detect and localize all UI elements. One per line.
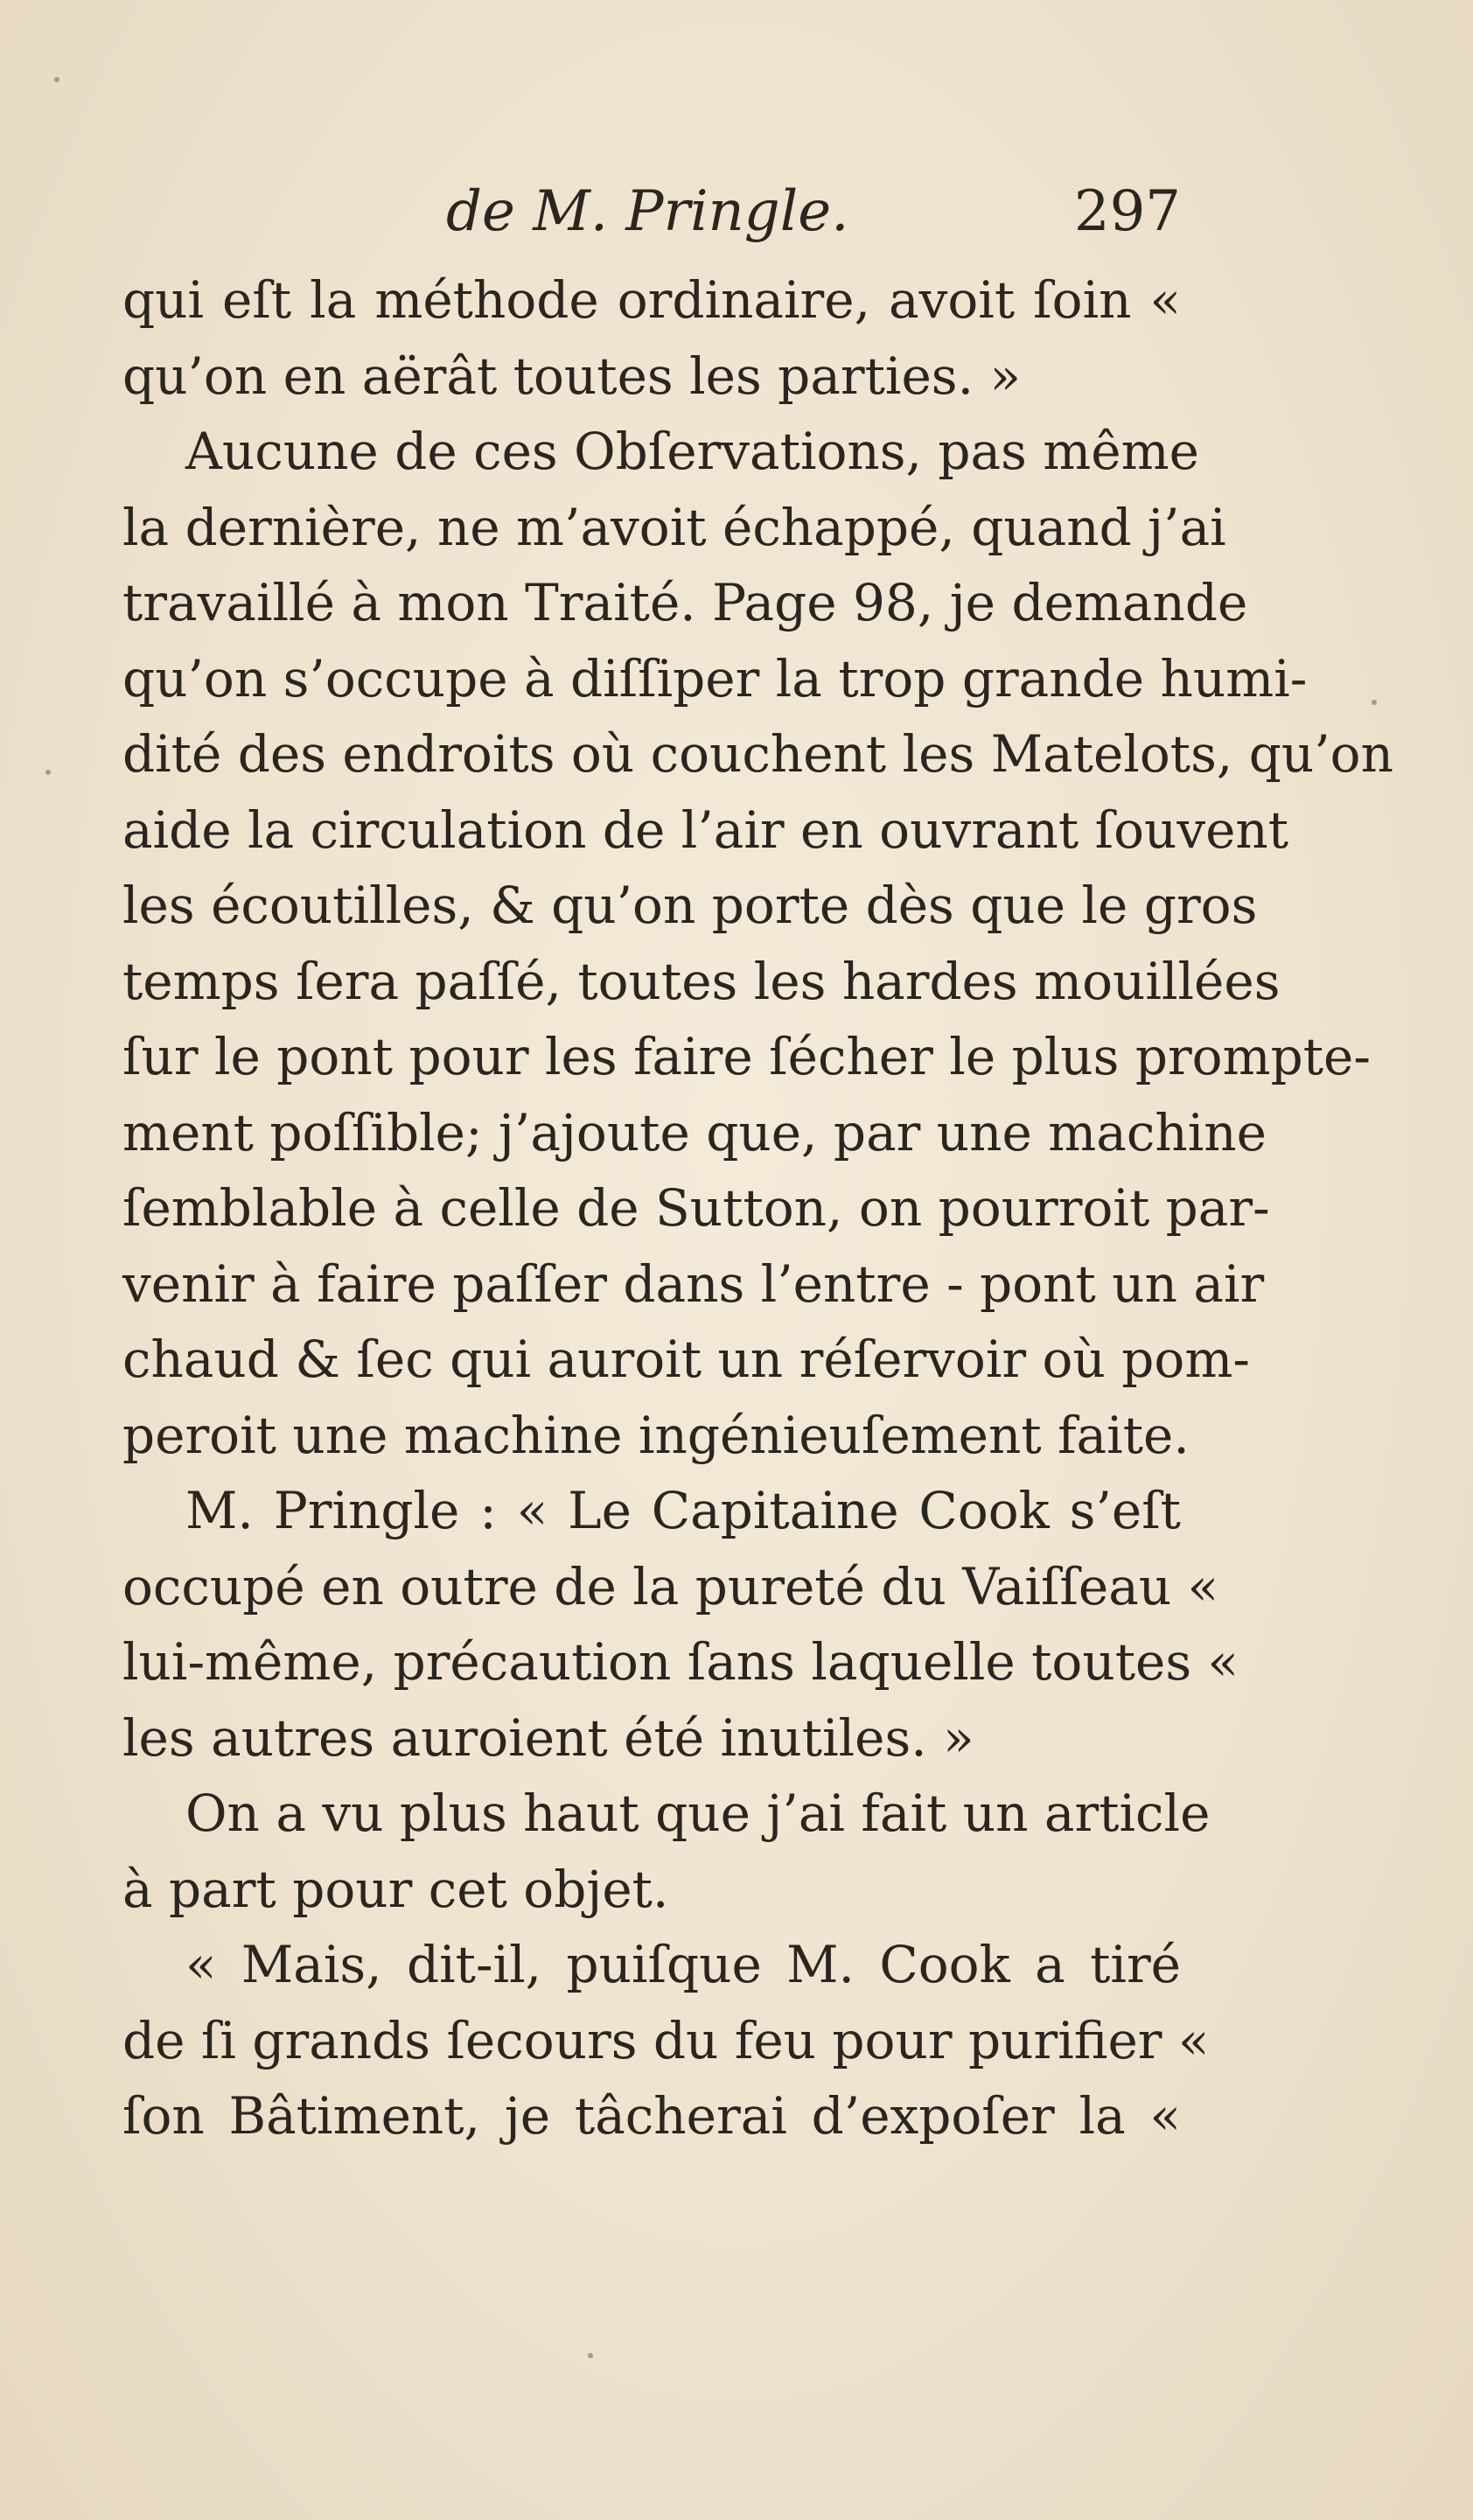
text-line: dité des endroits où couchent les Matelots, qu’on: [122, 724, 1393, 784]
text-line: lui-même, précaution ſans laquelle toutes «: [122, 1632, 1239, 1692]
text-line: ment poſſible; j’ajoute que, par une machine: [122, 1102, 1267, 1162]
page-number: 297: [1073, 179, 1181, 244]
paragraph-start-line: « Mais, dit-il, puiſque M. Cook a tiré: [185, 1935, 1181, 1994]
paragraph-start-line: Aucune de ces Obſervations, pas même: [185, 422, 1199, 481]
running-title: de M. Pringle.: [446, 179, 849, 244]
text-line: de ſi grands ſecours du feu pour purifier «: [122, 2010, 1210, 2070]
text-line: qu’on en aërât toutes les parties. »: [122, 346, 1021, 406]
ink-speck: [588, 2353, 593, 2358]
text-line: la dernière, ne m’avoit échappé, quand j’ai: [122, 497, 1226, 557]
text-line: les autres auroient été inutiles. »: [122, 1707, 974, 1768]
text-line: à part pour cet objet.: [122, 1859, 669, 1919]
text-line: occupé en outre de la pureté du Vaiſſeau «: [122, 1556, 1219, 1616]
text-line: qui eſt la méthode ordinaire, avoit ſoin «: [122, 270, 1181, 330]
text-line: ſon Bâtiment, je tâcherai d’expoſer la «: [122, 2086, 1181, 2146]
ink-speck: [54, 77, 59, 82]
text-line: chaud & ſec qui auroit un réſervoir où pom-: [122, 1330, 1250, 1389]
ink-speck: [45, 770, 51, 775]
page-text: [122, 262, 1393, 2154]
text-line: aide la circulation de l’air en ouvrant ſouvent: [122, 799, 1289, 860]
text-line: peroit une machine ingénieuſement faite.: [122, 1405, 1190, 1465]
text-line: travaillé à mon Traité. Page 98, je demande: [122, 573, 1248, 632]
ink-speck: [1372, 700, 1377, 705]
text-line: venir à faire paſſer dans l’entre - pont un air: [122, 1253, 1265, 1314]
text-line: temps ſera paſſé, toutes les hardes mouillées: [122, 951, 1281, 1011]
running-head: [122, 179, 1181, 258]
text-line: qu’on s’occupe à diſſiper la trop grande humi-: [122, 648, 1308, 709]
text-line: ſemblable à celle de Sutton, on pourroit par-: [122, 1178, 1270, 1238]
text-line: ſur le pont pour les faire ſécher le plus prompte-: [122, 1027, 1371, 1086]
text-line: les écoutilles, & qu’on porte dès que le gros: [122, 876, 1258, 935]
paragraph-start-line: M. Pringle : « Le Capitaine Cook s’eſt: [185, 1481, 1181, 1540]
paragraph-start-line: On a vu plus haut que j’ai fait un article: [185, 1784, 1211, 1843]
